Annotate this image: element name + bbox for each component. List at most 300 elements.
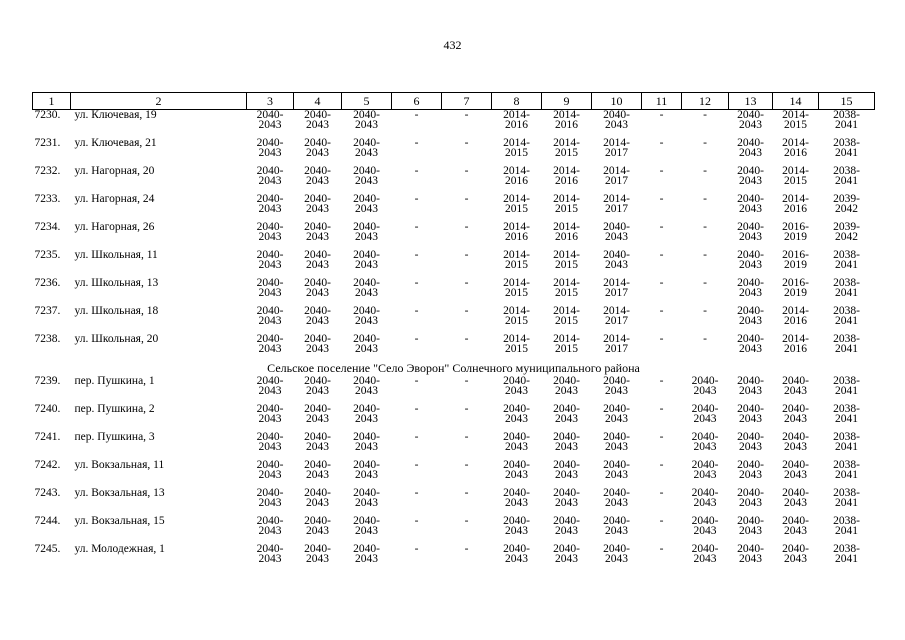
period-line: 2040- [256,403,284,415]
period-line: 2043 [739,497,762,509]
period-line: 2043 [258,525,282,537]
period-cell-c6 [392,250,442,278]
period-cell-c13 [729,404,773,432]
period-line: - [414,165,419,177]
row-number: 7236. [34,277,61,289]
period-line: - [659,431,664,443]
period-line: - [414,249,419,261]
period-cell-c12 [682,376,729,404]
period-line: 2043 [355,231,378,243]
period-cell-c3 [247,194,294,222]
period-line: 2041 [835,343,858,355]
table-row [33,432,875,460]
row-number: 7237. [34,305,61,317]
period-cell-c6 [392,278,442,306]
column-header-2: 2 [71,93,247,110]
period-line: 2040- [353,459,380,471]
period-cell-c14 [773,432,819,460]
period-cell-c14 [773,278,819,306]
period-line: - [464,165,469,177]
period-line: 2014- [503,221,530,233]
period-line: 2043 [555,469,578,481]
period-cell-c10 [592,250,642,278]
period-cell-c11 [642,488,682,516]
period-line: 2040- [782,459,809,471]
period-line: - [659,137,664,149]
period-line: 2043 [605,413,628,425]
period-cell-c9 [542,250,592,278]
period-line: 2043 [355,385,378,397]
period-line: 2043 [784,413,807,425]
period-line: 2040- [304,249,331,261]
period-line: 2043 [739,203,762,215]
period-line: 2038- [833,277,860,289]
period-line: 2043 [306,259,329,271]
period-line: 2043 [605,469,628,481]
period-line: 2040- [353,221,380,233]
period-line: - [659,333,664,345]
period-cell-c5 [342,376,392,404]
period-line: 2038- [833,137,860,149]
period-cell-c4 [294,432,342,460]
period-cell-c10 [592,306,642,334]
period-cell-c13 [729,250,773,278]
period-line: 2041 [835,525,858,537]
period-line: 2014- [503,109,530,121]
period-cell-c15 [819,516,875,544]
period-line: 2040- [603,403,630,415]
period-cell-c6 [392,460,442,488]
period-cell-c14 [773,306,819,334]
period-cell-c4 [294,544,342,572]
column-header-14: 14 [773,93,819,110]
period-line: 2041 [835,147,858,159]
period-line: 2040- [603,109,630,121]
period-cell-c8 [492,110,542,139]
period-cell-c6 [392,222,442,250]
period-cell-c5 [342,110,392,139]
period-cell-c8 [492,194,542,222]
period-line: 2040- [553,543,580,555]
period-cell-c14 [773,404,819,432]
period-line: 2014- [503,165,530,177]
period-line: 2043 [555,441,578,453]
period-cell-c14 [773,376,819,404]
period-line: 2043 [739,343,762,355]
period-cell-c12 [682,250,729,278]
page-number: 432 [443,38,462,52]
column-header-4: 4 [294,93,342,110]
row-number: 7241. [34,431,61,443]
period-line: 2040- [256,431,284,443]
period-line: 2015 [784,119,807,131]
period-cell-c9 [542,194,592,222]
period-cell-c15 [819,334,875,362]
period-cell-c5 [342,222,392,250]
period-line: 2042 [835,231,858,243]
period-line: 2040- [503,515,530,527]
period-line: 2040- [603,515,630,527]
period-line: 2043 [505,525,528,537]
period-line: 2040- [256,165,284,177]
period-line: 2015 [784,175,807,187]
period-line: - [414,431,419,443]
period-line: 2040- [603,543,630,555]
period-cell-c3 [247,138,294,166]
period-line: 2017 [605,343,628,355]
period-line: - [464,137,469,149]
period-cell-c3 [247,278,294,306]
period-cell-c8 [492,376,542,404]
period-line: 2040- [503,459,530,471]
column-header-1: 1 [33,93,71,110]
period-line: 2043 [355,413,378,425]
period-line: 2040- [503,543,530,555]
table-row [33,138,875,166]
period-cell-c7 [442,404,492,432]
period-line: 2016 [505,119,528,131]
period-line: 2040- [256,487,284,499]
period-cell-c8 [492,460,542,488]
period-line: 2043 [605,259,628,271]
period-cell-c11 [642,404,682,432]
period-line: - [703,333,707,345]
period-line: 2041 [835,119,858,131]
period-line: 2040- [304,403,331,415]
table-row [33,460,875,488]
period-line: 2040- [503,403,530,415]
period-cell-c4 [294,166,342,194]
row-number: 7238. [34,333,61,345]
period-line: 2043 [355,497,378,509]
period-line: 2040- [503,375,530,387]
period-line: 2040- [256,333,284,345]
period-cell-c11 [642,544,682,572]
period-line: 2043 [306,343,329,355]
period-cell-c15 [819,460,875,488]
period-cell-c7 [442,516,492,544]
period-line: 2040- [304,431,331,443]
period-line: 2040- [304,109,331,121]
period-line: 2043 [505,469,528,481]
table-row [33,306,875,334]
period-cell-c15 [819,110,875,139]
period-line: 2040- [737,277,764,289]
period-cell-c6 [392,432,442,460]
address-cell: ул. Нагорная, 20 [74,165,155,177]
period-line: 2040- [691,431,719,443]
period-line: - [659,221,664,233]
period-cell-c6 [392,334,442,362]
period-line: - [414,487,419,499]
period-line: 2040- [553,515,580,527]
period-line: 2016 [784,203,807,215]
period-line: 2043 [739,315,762,327]
period-line: - [659,305,664,317]
period-line: 2043 [784,385,807,397]
period-cell-c9 [542,334,592,362]
period-cell-c12 [682,432,729,460]
period-cell-c7 [442,166,492,194]
period-cell-c8 [492,166,542,194]
period-line: 2040- [353,515,380,527]
period-line: 2040- [353,277,380,289]
period-line: 2015 [555,147,578,159]
period-line: 2014- [553,109,580,121]
period-line: 2016 [555,231,578,243]
period-line: 2040- [353,333,380,345]
period-line: 2043 [505,385,528,397]
period-line: 2043 [258,175,282,187]
period-line: 2043 [555,497,578,509]
period-line: 2040- [503,431,530,443]
period-cell-c9 [542,516,592,544]
period-cell-c3 [247,250,294,278]
period-line: 2043 [258,497,282,509]
period-line: 2040- [256,109,284,121]
period-cell-c12 [682,544,729,572]
period-line: - [414,305,419,317]
period-line: 2043 [355,147,378,159]
period-line: 2040- [737,305,764,317]
table-row [33,194,875,222]
period-cell-c3 [247,334,294,362]
period-line: 2043 [306,385,329,397]
schedule-table [32,92,875,572]
period-line: 2038- [833,249,860,261]
period-cell-c9 [542,306,592,334]
period-line: 2040- [737,515,764,527]
period-line: 2017 [605,315,628,327]
period-line: 2043 [739,175,762,187]
period-line: 2015 [505,315,528,327]
period-line: 2040- [304,221,331,233]
period-cell-c14 [773,516,819,544]
period-line: - [464,487,469,499]
address-cell: пер. Пушкина, 3 [74,431,155,443]
period-cell-c13 [729,110,773,139]
period-line: 2040- [553,459,580,471]
period-line: 2040- [737,459,764,471]
period-line: 2038- [833,487,860,499]
period-line: 2043 [258,203,282,215]
period-cell-c9 [542,278,592,306]
period-line: 2040- [737,193,764,205]
period-line: 2043 [355,469,378,481]
period-line: 2016 [784,343,807,355]
period-line: 2040- [782,431,809,443]
period-line: 2038- [833,333,860,345]
period-line: 2038- [833,515,860,527]
period-line: 2043 [555,385,578,397]
period-cell-c6 [392,376,442,404]
column-header-5: 5 [342,93,392,110]
period-line: 2040- [782,487,809,499]
period-line: - [414,543,419,555]
period-cell-c15 [819,544,875,572]
period-cell-c8 [492,432,542,460]
period-line: 2014- [603,193,630,205]
column-header-8: 8 [492,93,542,110]
period-line: 2014- [782,137,809,149]
period-line: 2043 [505,441,528,453]
period-line: 2040- [353,487,380,499]
address-cell: ул. Школьная, 11 [74,249,158,261]
period-line: 2043 [355,119,378,131]
row-number: 7239. [34,375,61,387]
period-cell-c5 [342,460,392,488]
period-line: 2041 [835,553,858,565]
period-line: 2040- [737,403,764,415]
period-cell-c10 [592,432,642,460]
period-line: 2015 [505,147,528,159]
period-line: 2016- [782,221,809,233]
address-cell: пер. Пушкина, 1 [74,375,155,387]
period-line: 2014- [603,137,630,149]
period-line: 2040- [603,487,630,499]
period-line: 2017 [605,147,628,159]
period-line: 2040- [353,403,380,415]
period-line: 2040- [256,193,284,205]
row-number: 7245. [34,543,61,555]
period-line: 2043 [355,175,378,187]
period-line: 2040- [304,333,331,345]
period-line: 2043 [355,525,378,537]
period-line: - [464,305,469,317]
column-number-row [33,93,875,110]
period-line: 2014- [603,165,630,177]
period-line: 2014- [553,221,580,233]
period-line: 2043 [258,343,282,355]
period-cell-c15 [819,404,875,432]
period-cell-c11 [642,250,682,278]
period-line: - [659,193,664,205]
period-cell-c3 [247,516,294,544]
period-cell-c5 [342,166,392,194]
column-header-6: 6 [392,93,442,110]
period-line: 2040- [737,249,764,261]
period-line: 2043 [355,315,378,327]
period-line: - [464,221,469,233]
period-cell-c13 [729,488,773,516]
period-cell-c4 [294,460,342,488]
period-line: 2016- [782,249,809,261]
period-line: 2040- [304,375,331,387]
period-cell-c6 [392,306,442,334]
period-cell-c5 [342,404,392,432]
period-cell-c15 [819,194,875,222]
period-line: 2040- [304,165,331,177]
address-cell: пер. Пушкина, 2 [74,403,155,415]
period-line: 2043 [258,315,282,327]
period-line: 2043 [355,203,378,215]
period-line: 2038- [833,431,860,443]
period-cell-c3 [247,110,294,139]
period-line: 2040- [304,487,331,499]
period-cell-c8 [492,516,542,544]
period-line: 2014- [553,249,580,261]
period-line: 2014- [503,249,530,261]
period-line: 2043 [355,287,378,299]
period-line: 2040- [304,193,331,205]
period-line: 2040- [603,431,630,443]
period-cell-c12 [682,278,729,306]
period-line: - [414,515,419,527]
period-line: - [414,333,419,345]
period-line: 2015 [505,343,528,355]
period-line: 2014- [503,333,530,345]
period-line: 2014- [603,277,630,289]
period-cell-c10 [592,460,642,488]
period-line: 2043 [605,553,628,565]
period-line: 2038- [833,403,860,415]
period-line: 2043 [258,553,282,565]
period-line: 2043 [306,497,329,509]
period-line: - [703,305,707,317]
period-line: 2040- [304,305,331,317]
period-cell-c10 [592,222,642,250]
period-line: 2017 [605,175,628,187]
period-line: 2043 [306,413,329,425]
period-line: 2041 [835,413,858,425]
row-number: 7242. [34,459,61,471]
column-header-7: 7 [442,93,492,110]
period-line: - [464,543,469,555]
period-line: 2040- [553,487,580,499]
period-cell-c4 [294,488,342,516]
row-number: 7231. [34,137,61,149]
period-cell-c6 [392,488,442,516]
row-number: 7233. [34,193,61,205]
period-cell-c15 [819,488,875,516]
period-line: 2043 [306,119,329,131]
period-line: - [703,249,707,261]
table-row [33,278,875,306]
period-cell-c14 [773,250,819,278]
period-cell-c4 [294,110,342,139]
period-line: 2043 [693,413,717,425]
period-line: 2040- [691,543,719,555]
period-cell-c4 [294,516,342,544]
period-line: 2043 [505,553,528,565]
period-line: 2040- [782,375,809,387]
period-line: 2043 [739,259,762,271]
period-line: - [703,165,707,177]
table-row [33,404,875,432]
period-cell-c14 [773,544,819,572]
period-cell-c10 [592,488,642,516]
period-line: 2040- [256,249,284,261]
period-cell-c6 [392,166,442,194]
period-line: 2014- [782,305,809,317]
period-line: 2015 [505,287,528,299]
period-line: 2040- [691,487,719,499]
period-cell-c13 [729,516,773,544]
period-cell-c3 [247,376,294,404]
period-line: - [414,221,419,233]
row-number: 7244. [34,515,61,527]
period-cell-c12 [682,516,729,544]
period-line: 2043 [355,553,378,565]
period-cell-c8 [492,278,542,306]
period-line: 2015 [555,343,578,355]
period-line: - [464,375,469,387]
period-cell-c15 [819,166,875,194]
period-line: 2043 [784,441,807,453]
period-line: 2040- [691,515,719,527]
period-cell-c4 [294,334,342,362]
period-line: 2040- [353,375,380,387]
